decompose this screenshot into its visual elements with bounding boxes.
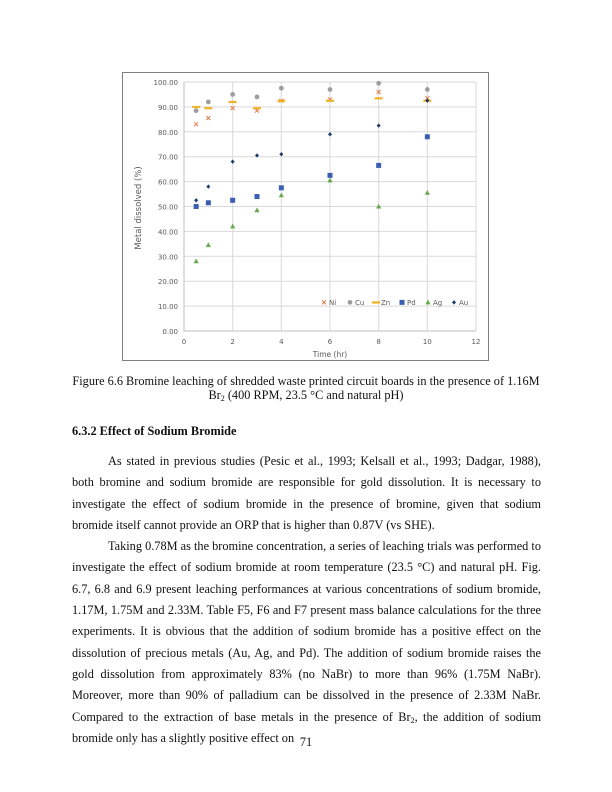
data-point-au: [206, 184, 210, 188]
data-point-ag: [327, 178, 332, 183]
data-point-cu: [279, 86, 284, 91]
data-point-zn: [229, 101, 237, 103]
legend-label: Zn: [381, 299, 391, 308]
data-point-cu: [194, 108, 199, 113]
y-tick-label: 0.00: [162, 328, 178, 336]
data-point-cu: [206, 100, 211, 105]
gridlines: [184, 82, 476, 331]
data-point-zn: [192, 106, 200, 108]
legend-label: Pd: [407, 299, 416, 308]
data-point-cu: [376, 81, 381, 86]
data-point-zn: [253, 107, 261, 109]
data-point-ag: [206, 242, 211, 247]
data-point-ag: [230, 224, 235, 229]
data-point-pd: [206, 200, 211, 205]
y-tick-label: 100.00: [153, 79, 178, 87]
y-tick-label: 60.00: [157, 178, 178, 187]
series-zn: [192, 97, 431, 109]
y-tick-label: 70.00: [157, 153, 178, 162]
y-axis-label: Metal dissolved (%): [134, 166, 144, 250]
y-tick-label: 40.00: [157, 228, 178, 237]
data-point-au: [279, 152, 283, 156]
legend-marker: [425, 300, 430, 305]
caption-line-2: [70, 388, 542, 402]
chart-frame: [122, 72, 489, 361]
data-point-cu: [230, 92, 235, 97]
y-tick-label: 50.00: [157, 203, 178, 212]
x-tick-label: 12: [471, 338, 481, 346]
scatter-chart: [123, 73, 490, 362]
legend-label: Au: [459, 299, 469, 308]
figure-caption: [70, 374, 542, 402]
legend-marker: [322, 300, 326, 304]
y-tick-label: 90.00: [157, 103, 178, 112]
data-point-zn: [277, 100, 285, 102]
legend-marker: [452, 300, 456, 304]
series-ni: [194, 90, 429, 126]
data-point-pd: [425, 134, 430, 139]
data-point-pd: [328, 173, 333, 178]
paragraph-2-sub: 2: [410, 715, 415, 725]
series-au: [194, 98, 429, 202]
x-tick-label: 4: [279, 338, 284, 346]
data-point-cu: [255, 95, 260, 100]
data-point-zn: [375, 97, 383, 99]
body-text: [72, 451, 541, 749]
data-points: [192, 81, 431, 263]
caption-line-1: Figure 6.6 Bromine leaching of shredded waste printed circuit boards in the presence of 1.16M: [72, 374, 540, 388]
data-point-au: [377, 123, 381, 127]
x-axis-label: Time (hr): [312, 350, 348, 359]
data-point-au: [194, 198, 198, 202]
paragraph-2-end: , the addition of sodium bromide only has a slightly positive effect on: [72, 709, 542, 745]
data-point-zn: [326, 100, 334, 102]
data-point-au: [231, 159, 235, 163]
data-point-pd: [255, 194, 260, 199]
data-point-ag: [425, 190, 430, 195]
x-tick-label: 10: [422, 338, 432, 346]
x-tick-label: 2: [230, 338, 235, 346]
y-tick-label: 80.00: [157, 128, 178, 137]
data-point-cu: [425, 87, 430, 92]
data-point-pd: [230, 198, 235, 203]
data-point-pd: [279, 185, 284, 190]
data-point-pd: [194, 204, 199, 209]
data-point-au: [328, 132, 332, 136]
page-number: 71: [299, 735, 313, 749]
series-cu: [194, 81, 430, 113]
caption-br: Br: [208, 388, 221, 402]
y-tick-label: 10.00: [157, 303, 178, 312]
data-point-ag: [254, 207, 259, 212]
data-point-zn: [204, 107, 212, 109]
legend-label: Cu: [355, 299, 365, 308]
legend-marker: [348, 300, 353, 305]
data-point-cu: [328, 87, 333, 92]
legend-label: Ni: [329, 299, 337, 308]
paragraph-2: [72, 536, 541, 749]
legend-label: Ag: [433, 299, 443, 308]
legend-marker: [400, 300, 405, 305]
y-tick-label: 20.00: [157, 278, 178, 287]
data-point-pd: [376, 163, 381, 168]
paragraph-1: As stated in previous studies (Pesic et al., 1993; Kelsall et al., 1993; Dadgar, 1988), both bromine and sodium bromide are responsible for gold dissolution. It is necessary to investigate the effect of sodium bromide in the presence of bromine, given that sodium bromide itself cannot provide an ORP that is higher than 0.87V (vs SHE).: [72, 454, 541, 532]
series-pd: [194, 134, 430, 209]
data-point-ni: [194, 122, 198, 126]
y-tick-label: 30.00: [157, 253, 178, 262]
data-point-ni: [206, 116, 210, 120]
data-point-ag: [279, 192, 284, 197]
x-tick-label: 6: [327, 338, 333, 346]
series-ag: [194, 178, 430, 264]
data-point-ag: [194, 258, 199, 263]
paragraph-2-text: Taking 0.78M as the bromine concentration, a series of leaching trials was performed to investigate the effect of sodium bromide at room temperature (23.5 °C) and natural pH. Fig. 6.7, 6.8 and 6.9 present leaching performances at various concentrations of sodium bromide, 1.17M, 1.75M and 2.33M. Table F5, F6 and F7 present mass balance calculations for the three experiments. It is obvious that the addition of sodium bromide has a positive effect on the dissolution of precious metals (Au, Ag, and Pd). The addition of sodium bromide raises the gold dissolution from approximately 83% (no NaBr) to more than 96% (1.75M NaBr). Moreover, more than 90% of palladium can be dissolved in the presence of 2.33M NaBr. Compared to the extraction of base metals in the presence of Br: [72, 539, 541, 724]
caption-sub: 2: [220, 394, 225, 403]
section-heading: 6.3.2 Effect of Sodium Bromide: [72, 424, 237, 438]
legend-marker: [372, 301, 380, 303]
x-tick-label: 0: [181, 338, 187, 346]
caption-rest: (400 RPM, 23.5 °C and natural pH): [224, 388, 404, 402]
x-tick-label: 8: [376, 338, 381, 346]
